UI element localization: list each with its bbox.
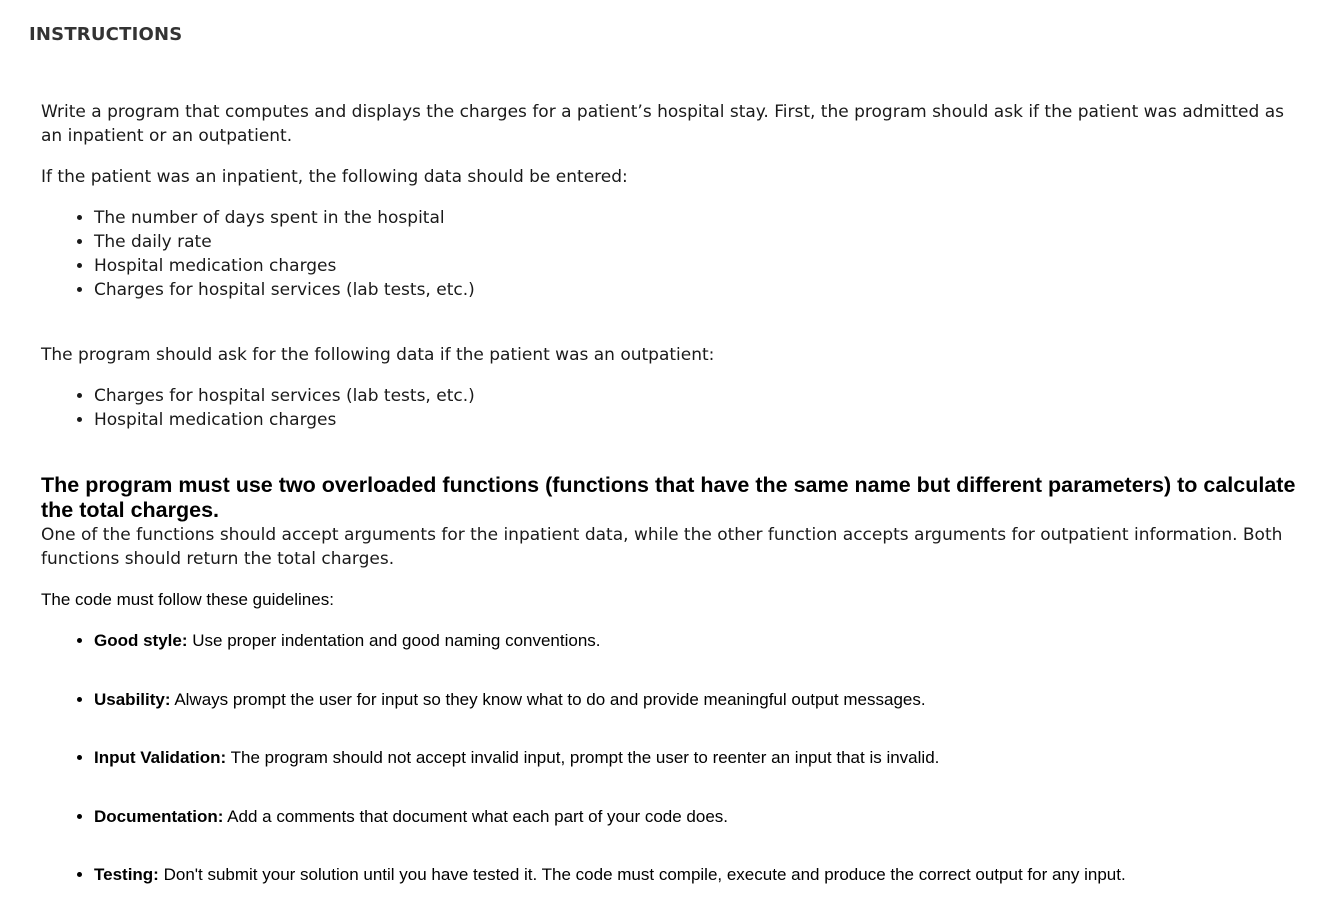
list-item: • The number of days spent in the hospital xyxy=(94,206,1303,230)
list-item: • The daily rate xyxy=(94,230,1303,254)
outpatient-data-list xyxy=(41,384,1303,432)
list-item: • Hospital medication charges xyxy=(94,408,1303,432)
guideline-text: Always prompt the user for input so they know what to do and provide meaningful output messages. xyxy=(170,689,926,709)
guideline-text: The program should not accept invalid input, prompt the user to reenter an input that is invalid. xyxy=(226,748,940,768)
functions-detail-paragraph: One of the functions should accept arguments for the inpatient data, while the other function accepts arguments for outpatient information. Both functions should return the total charges. xyxy=(41,525,1283,569)
guidelines-list xyxy=(41,629,1303,887)
intro-paragraph: Write a program that computes and displays the charges for a patient’s hospital stay. First, the program should ask if the patient was admitted as an inpatient or an outpatient. xyxy=(41,102,1284,146)
instructions-body xyxy=(41,100,1303,887)
guideline-text: Add a comments that document what each part of your code does. xyxy=(223,806,729,826)
guideline-label: Testing: xyxy=(94,865,159,885)
page-title: INSTRUCTIONS xyxy=(29,24,183,45)
guideline-label: Documentation: xyxy=(94,806,224,826)
guideline-testing xyxy=(94,863,1303,887)
guideline-label: Usability: xyxy=(94,689,171,709)
guideline-text: Use proper indentation and good naming conventions. xyxy=(187,631,601,650)
guideline-text: Don't submit your solution until you have tested it. The code must compile, execute and produce the correct output for any input. xyxy=(158,865,1126,885)
list-item: • Hospital medication charges xyxy=(94,254,1303,278)
inpatient-prompt: If the patient was an inpatient, the following data should be entered: xyxy=(41,167,628,187)
list-item: • Charges for hospital services (lab tests, etc.) xyxy=(94,278,1303,302)
guidelines-intro: The code must follow these guidelines: xyxy=(41,590,334,609)
guideline-input-validation xyxy=(94,746,1303,770)
inpatient-data-list xyxy=(41,206,1303,302)
guideline-good-style xyxy=(94,629,1303,653)
list-item: • Charges for hospital services (lab tests, etc.) xyxy=(94,384,1303,408)
outpatient-prompt: The program should ask for the following data if the patient was an outpatient: xyxy=(41,345,715,365)
overloaded-functions-requirement: The program must use two overloaded functions (functions that have the same name but different parameters) to calculate the total charges. xyxy=(41,473,1296,522)
guideline-documentation xyxy=(94,805,1303,829)
guideline-usability xyxy=(94,688,1303,712)
guideline-label: Good style: xyxy=(94,631,188,650)
guideline-label: Input Validation: xyxy=(94,748,227,768)
